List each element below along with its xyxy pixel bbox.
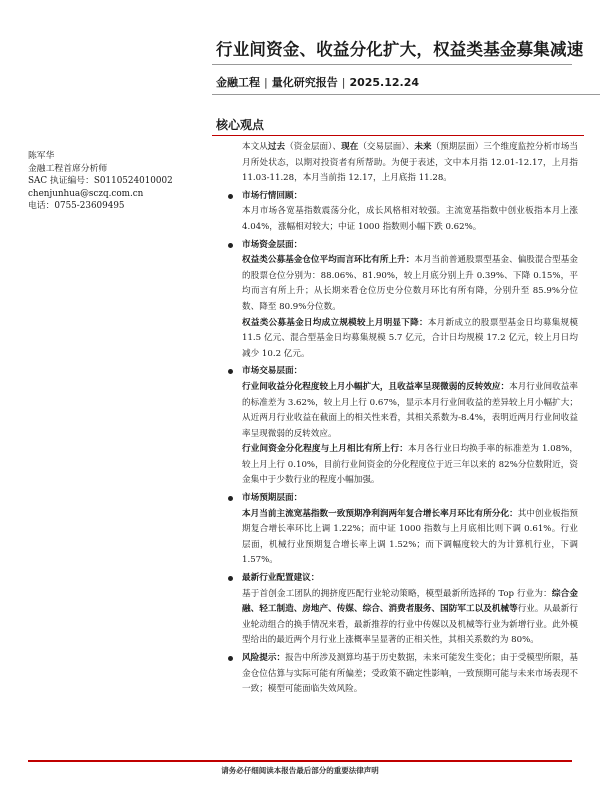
paragraph-text: 报告中所涉及测算均基于历史数据，未来可能发生变化；由于受模型所限，基金仓位估算与实际可能有所偏差；受政策不确定性影响，一致预期可能与未来市场表现不一致；模型可能面临失效风险。 — [242, 653, 578, 695]
bullet-trading — [226, 364, 578, 489]
bullet-paragraph — [242, 442, 578, 489]
paragraph-lead: 行业间收益分化程度较上月小幅扩大，且收益率呈现微弱的反转效应： — [242, 381, 510, 392]
report-date: 2025.12.24 — [349, 76, 420, 89]
meta-divider — [212, 94, 600, 95]
bullet-paragraph — [242, 380, 578, 442]
footer-divider — [28, 760, 572, 762]
intro-paragraph — [226, 140, 578, 187]
bullet-paragraph — [242, 316, 578, 363]
paragraph-text: 其中创业板指预期复合增长率环比上调 1.22%；而中证 1000 指数与上月底相比则下调 0.61%。行业层面，机械行业预期复合增长率上调 1.52%；而下调幅度较大的为计算机行业，下调 1.57%。 — [242, 508, 578, 566]
bullet-expectations — [226, 491, 578, 569]
intro-keyword-future: 未来 — [414, 142, 432, 152]
report-title: 行业间资金、收益分化扩大，权益类基金募集减速 — [216, 40, 584, 59]
report-meta-line — [216, 74, 419, 90]
bullet-heading: 市场预期层面： — [242, 493, 303, 504]
bullet-dot-icon — [228, 243, 233, 248]
bullet-paragraph — [242, 651, 578, 698]
author-phone: 电话：0755-23609495 — [28, 201, 125, 211]
section-heading: 核心观点 — [216, 118, 265, 132]
intro-text: 本文从 — [242, 142, 268, 152]
intro-keyword-present: 现在 — [341, 142, 359, 152]
intro-text: （交易层面）、 — [358, 142, 415, 152]
paragraph-text: 本月各行业日均换手率的标准差为 1.08%，较上月上行 0.10%，目前行业间资金的分化程度位于近三年以来的 82%分位数附近，资金集中于少数行业的程度小幅加强。 — [242, 444, 578, 486]
recommended-industries: 综合金融、轻工制造、房地产、传媒、综合、消费者服务、国防军工以及机械等 — [242, 588, 578, 615]
bullet-heading: 市场资金层面： — [242, 239, 303, 250]
legal-notice: 请务必仔细阅读本报告最后部分的重要法律声明 — [221, 766, 379, 775]
bullet-funds — [226, 238, 578, 363]
bullet-paragraph — [242, 507, 578, 569]
bullet-dot-icon — [228, 656, 233, 661]
intro-keyword-past: 过去 — [267, 142, 286, 152]
bullet-dot-icon — [228, 576, 233, 581]
bullet-dot-icon — [228, 194, 233, 199]
bullet-risk — [226, 651, 578, 698]
paragraph-lead: 权益类公募基金日均成立规模较上月明显下降： — [242, 317, 428, 328]
author-license: SAC 执证编号：S0110524010002 — [28, 176, 173, 186]
intro-text: （预期层面）三个维度监控分析市场当月所处状态，以期对投资者有所帮助。为便于表述，文中本月指 12.01-12.17，上月指 11.03-11.28，本月当前指 12.17，上月底指 11.28。 — [242, 142, 578, 184]
author-name: 陈军华 — [28, 151, 55, 161]
paragraph-lead: 本月当前主流宽基指数一致预期净利润两年复合增长率月环比有所分化： — [242, 508, 518, 519]
paragraph-text: 本月当前普通股票型基金、偏股混合型基金的股票仓位分别为：88.06%、81.90%，较上月底分别上升 0.39%、下降 0.15%，平均而言有所上升；从长期来看仓位历史分位数月环比有所有降，分别升至 85.9%分位数、降至 80.9%分位数。 — [242, 255, 578, 312]
bullet-heading: 最新行业配置建议： — [242, 573, 320, 584]
author-block — [28, 150, 208, 213]
bullet-paragraph — [242, 587, 578, 649]
bullet-text: 本月市场各宽基指数震荡分化，成长风格相对较强。主流宽基指数中创业板指本月上涨 4.04%，涨幅相对较大；中证 1000 指数则小幅下跌 0.62%。 — [242, 206, 578, 232]
bullet-dot-icon — [228, 369, 233, 374]
section-divider — [212, 135, 584, 136]
paragraph-text: 行业。从最新行业轮动组合的换手情况来看，最新推荐的行业中传媒以及机械等行业为新增行业。此外模型给出的最近两个月行业上涨概率呈显著的正相关性，其相关系数约为 80%。 — [242, 604, 578, 646]
bullet-heading: 市场交易层面： — [242, 366, 303, 377]
bullet-market-review — [226, 189, 578, 236]
bullet-heading: 市场行情回顾： — [242, 190, 303, 201]
key-points — [226, 140, 578, 698]
paragraph-text: 本月行业间收益率的标准差为 3.62%，较上月上行 0.67%，显示本月行业间收益的差异较上月小幅扩大；从近两月行业收益在截面上的相关性来看，其相关系数为-8.4%，表明近两月行业间收益率呈现微弱的反转效应。 — [242, 381, 578, 439]
paragraph-lead: 风险提示： — [242, 653, 286, 663]
paragraph-lead: 行业间资金分化程度与上月相比有所上行： — [242, 444, 409, 455]
intro-text: （资金层面）、 — [285, 142, 342, 152]
title-divider — [212, 64, 572, 65]
report-type: 量化研究报告 — [271, 76, 338, 89]
paragraph-text: 基于首创金工团队的拥挤度匹配行业轮动策略，模型最新所选择的 Top 行业为： — [242, 588, 552, 599]
meta-separator: | — [341, 76, 346, 89]
bullet-allocation — [226, 571, 578, 649]
bullet-paragraph — [242, 253, 578, 315]
author-title: 金融工程首席分析师 — [28, 163, 108, 174]
author-email[interactable]: chenjunhua@sczq.com.cn — [28, 188, 144, 199]
report-category: 金融工程 — [216, 76, 260, 89]
meta-separator: | — [264, 76, 268, 89]
bullet-dot-icon — [228, 496, 233, 501]
paragraph-lead: 权益类公募基金仓位平均而言环比有所上升： — [242, 255, 415, 266]
paragraph-text: 本月新成立的股票型基金日均募集规模 11.5 亿元、混合型基金日均募集规模 5.7 亿元，合计日均规模 17.2 亿元，较上月日均减少 10.2 亿元。 — [242, 317, 578, 359]
